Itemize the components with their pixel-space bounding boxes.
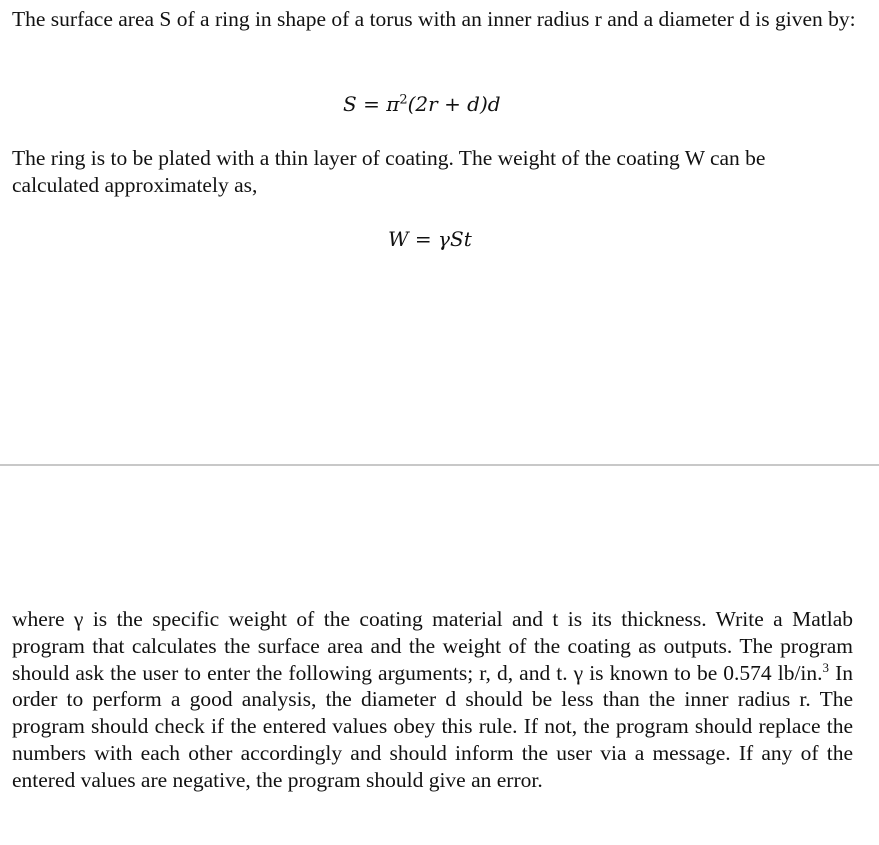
problem-text-part2: In order to perform a good analysis, the diameter d should be less than the inner radius r. The program should check if the entered values obey this rule. If not, the program should replace the numbers with each other accordingly and should inform the user via a message. If any of the entered values are negative, the program should give an error. — [12, 660, 853, 792]
problem-paragraph — [12, 606, 853, 794]
eq1-equals: = — [363, 92, 380, 116]
eq1-lhs: S — [343, 92, 357, 116]
eq1-pi: π — [386, 92, 400, 116]
eq1-exponent: 2 — [399, 92, 408, 108]
eq2-rhs: γSt — [438, 227, 472, 251]
page-divider — [0, 464, 879, 466]
coating-paragraph: The ring is to be plated with a thin layer of coating. The weight of the coating W can be calculated approximately as, — [12, 146, 766, 197]
eq2-lhs: W — [388, 227, 409, 251]
eq2-equals: = — [414, 227, 432, 251]
problem-exponent: 3 — [822, 659, 830, 675]
problem-text-part1: where γ is the specific weight of the coating material and t is its thickness. Write a Matlab program that calculates the surface area and the weight of the coating as outputs. The program should ask the user to enter the following arguments; r, d, and t. γ is known to be 0.574 lb/in. — [12, 607, 853, 685]
eq1-rhs: (2r + d)d — [407, 92, 501, 116]
intro-paragraph: The surface area S of a ring in shape of a torus with an inner radius r and a diameter d is given by: — [12, 7, 856, 31]
weight-equation — [388, 227, 472, 251]
surface-area-equation — [343, 92, 501, 116]
